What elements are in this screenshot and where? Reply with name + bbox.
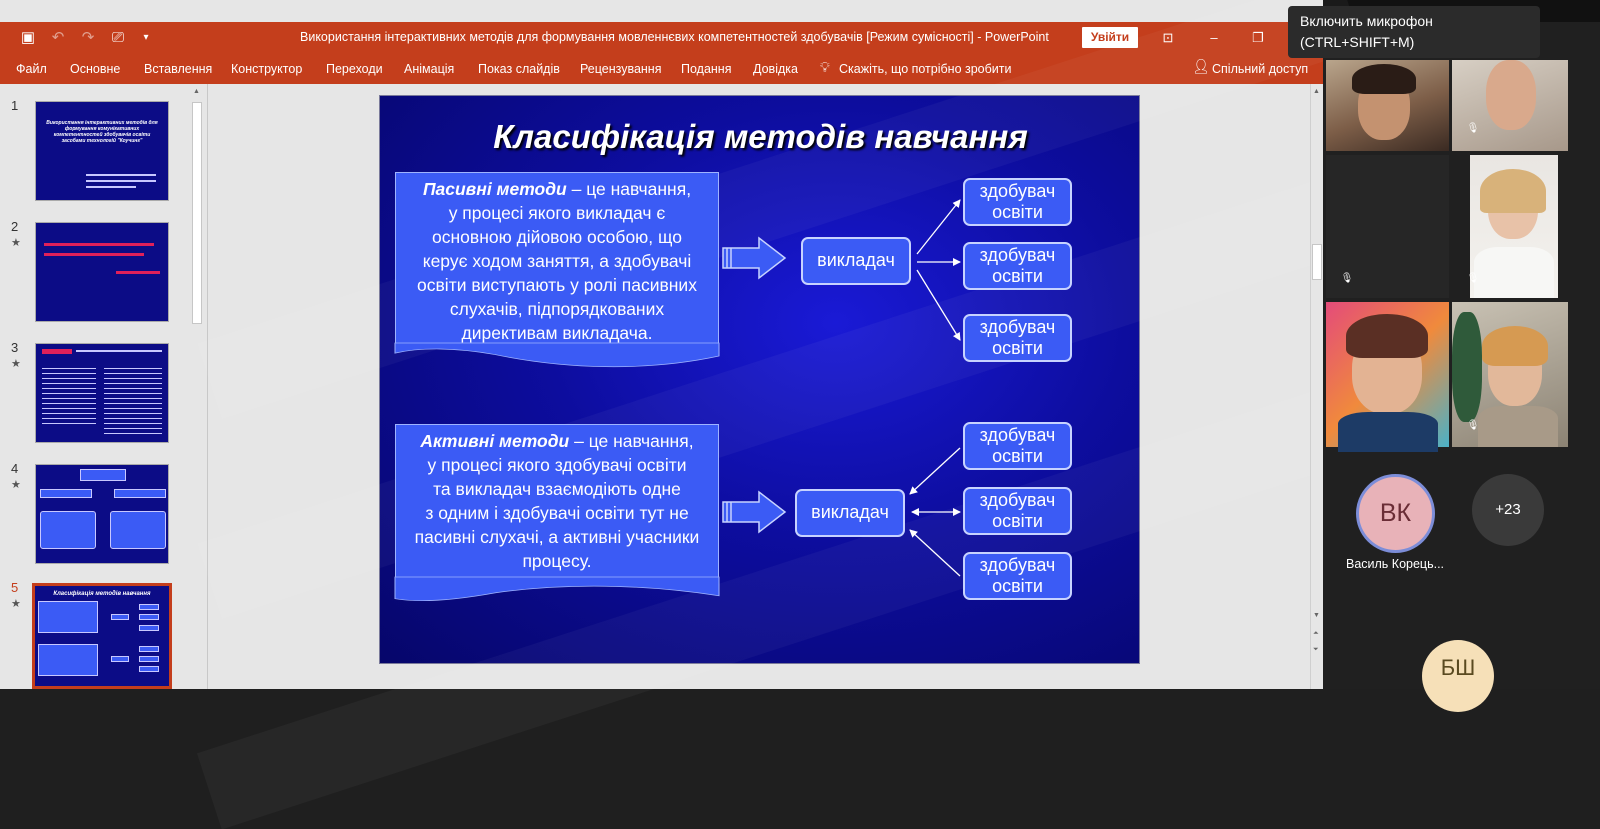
animation-star-icon: ★	[11, 598, 21, 610]
passive-line: освіти виступають у ролі пасивних	[417, 275, 697, 295]
participant-name: Василь Корець...	[1345, 557, 1445, 571]
learner-label-line: здобувач	[979, 181, 1056, 201]
tab-help[interactable]: Довідка	[753, 62, 798, 76]
save-icon[interactable]: ▣	[20, 29, 36, 46]
learner-label-line: освіти	[992, 446, 1043, 466]
next-slide-icon[interactable]: ⏷	[1313, 646, 1319, 653]
person-icon: 👤︎	[1192, 58, 1210, 74]
avatar-vk[interactable]: ВК	[1356, 474, 1435, 553]
animation-star-icon: ★	[11, 479, 21, 491]
active-line: та викладач взаємодіють одне	[433, 479, 681, 499]
tab-home[interactable]: Основне	[70, 62, 121, 76]
document-title: Використання інтерактивних методів для формування мовленнєвих компетентностей здобувачів [Режим сумісності] - PowerPoint	[300, 30, 1049, 44]
scroll-up-icon[interactable]: ▲	[1313, 88, 1320, 95]
active-line: у процесі якого здобувачі освіти	[427, 455, 687, 475]
sign-in-button[interactable]: Увійти	[1082, 27, 1138, 48]
passive-term: Пасивні методи	[422, 179, 567, 199]
tooltip-line: Включить микрофон	[1300, 13, 1433, 29]
participant-video-6[interactable]	[1452, 302, 1568, 447]
mic-off-icon: 🎙︎	[1466, 123, 1480, 134]
thumb-number: 1	[11, 98, 19, 113]
active-line: пасивні слухачі, а активні учасники	[414, 527, 700, 547]
passive-line: керує ходом заняття, а здобувачі	[422, 251, 692, 271]
teacher-box-active: викладач	[795, 489, 905, 537]
thumbnail-slide-4[interactable]	[35, 464, 169, 564]
thumbnail-slide-1[interactable]	[35, 101, 169, 201]
learner-box	[963, 487, 1072, 535]
thumb-number: 3	[11, 340, 19, 355]
passive-line: основною дійовою особою, що	[432, 227, 682, 247]
slide-5[interactable]	[379, 95, 1140, 664]
thumb-number: 2	[11, 219, 19, 234]
mic-off-icon: 🎙︎	[1340, 273, 1354, 284]
scroll-thumb[interactable]	[192, 102, 202, 324]
passive-line: слухачів, підпорядкованих	[449, 299, 665, 319]
tell-me-search[interactable]: Скажіть, що потрібно зробити	[839, 62, 1012, 76]
slide-vertical-scrollbar[interactable]	[1310, 84, 1323, 689]
restore-icon[interactable]: ❐	[1252, 30, 1264, 45]
active-line: процесу.	[522, 551, 592, 571]
thumbnail-slide-3[interactable]	[35, 343, 169, 443]
tab-insert[interactable]: Вставлення	[144, 62, 213, 76]
thumbnail-title: Використання інтерактивних методів для формування комунікативних компетентностей здобувачів освіти засобами технологій "Коучинг"	[46, 120, 158, 144]
tab-file[interactable]: Файл	[16, 62, 47, 76]
microphone-tooltip	[1288, 6, 1540, 58]
previous-slide-icon[interactable]: ⏶	[1313, 630, 1319, 637]
active-term: Активні методи	[420, 431, 570, 451]
learner-label-line: освіти	[992, 266, 1043, 286]
slide-thumbnails-pane	[0, 84, 208, 689]
mic-off-icon: 🎙︎	[1466, 420, 1480, 431]
minimize-icon[interactable]: –	[1210, 30, 1218, 45]
tab-animations[interactable]: Анімація	[404, 62, 455, 76]
participant-video-5[interactable]	[1326, 302, 1449, 447]
thumb-number: 4	[11, 461, 19, 476]
learner-box	[963, 552, 1072, 600]
learner-label-line: здобувач	[979, 425, 1056, 445]
active-line: з одним і здобувачі освіти тут не	[425, 503, 689, 523]
scroll-up-icon[interactable]: ▲	[193, 88, 200, 95]
tab-view[interactable]: Подання	[681, 62, 732, 76]
mic-off-icon: 🎙︎	[1466, 273, 1480, 284]
thumb-number-active: 5	[11, 580, 19, 595]
redo-icon[interactable]: ↷	[81, 29, 95, 46]
scroll-down-icon[interactable]: ▼	[1313, 612, 1320, 619]
learner-label-line: здобувач	[979, 555, 1056, 575]
passive-line: директивам викладача.	[461, 323, 653, 343]
learner-box	[963, 314, 1072, 362]
thumbnails-scrollbar[interactable]	[190, 86, 204, 686]
active-line: – це навчання,	[569, 431, 694, 451]
tab-review[interactable]: Рецензування	[580, 62, 662, 76]
passive-line: у процесі якого викладач є	[448, 203, 666, 223]
tooltip-line: (CTRL+SHIFT+M)	[1300, 34, 1415, 50]
participant-video-4[interactable]	[1466, 155, 1558, 298]
learner-label-line: освіти	[992, 511, 1043, 531]
tab-transitions[interactable]: Переходи	[326, 62, 383, 76]
undo-icon[interactable]: ↶	[51, 29, 65, 46]
learner-label-line: освіти	[992, 202, 1043, 222]
share-button[interactable]: Спільний доступ	[1212, 62, 1309, 76]
tab-slideshow[interactable]: Показ слайдів	[478, 62, 560, 76]
tab-design[interactable]: Конструктор	[231, 62, 303, 76]
learner-box	[963, 422, 1072, 470]
learner-label-line: здобувач	[979, 245, 1056, 265]
animation-star-icon: ★	[11, 358, 21, 370]
animation-star-icon: ★	[11, 237, 21, 249]
learner-label-line: освіти	[992, 338, 1043, 358]
scroll-thumb[interactable]	[1312, 244, 1322, 280]
learner-label-line: здобувач	[979, 317, 1056, 337]
lightbulb-icon: 💡︎	[820, 59, 830, 75]
thumbnail-title: Класифікація методів навчання	[53, 591, 151, 597]
customize-qat-icon[interactable]: ▾	[143, 32, 149, 43]
slide-title: Класифікація методів навчання	[493, 118, 1028, 155]
learner-label-line: здобувач	[979, 490, 1056, 510]
ribbon-display-options-icon[interactable]: ⊡	[1162, 30, 1174, 45]
learner-label-line: освіти	[992, 576, 1043, 596]
thumbnail-slide-5[interactable]	[32, 583, 172, 689]
participant-video-1[interactable]	[1326, 60, 1449, 151]
learner-box	[963, 242, 1072, 290]
slideshow-from-start-icon[interactable]: ⎚	[111, 29, 124, 46]
participant-video-3[interactable]	[1326, 155, 1449, 298]
avatar-bsh[interactable]: БШ	[1422, 640, 1494, 712]
more-participants-button[interactable]: +23	[1472, 474, 1544, 546]
learner-box	[963, 178, 1072, 226]
passive-line: – це навчання,	[566, 179, 692, 199]
teacher-box-passive: викладач	[801, 237, 911, 285]
thumbnail-slide-2[interactable]	[35, 222, 169, 322]
participant-video-2[interactable]	[1452, 60, 1568, 151]
